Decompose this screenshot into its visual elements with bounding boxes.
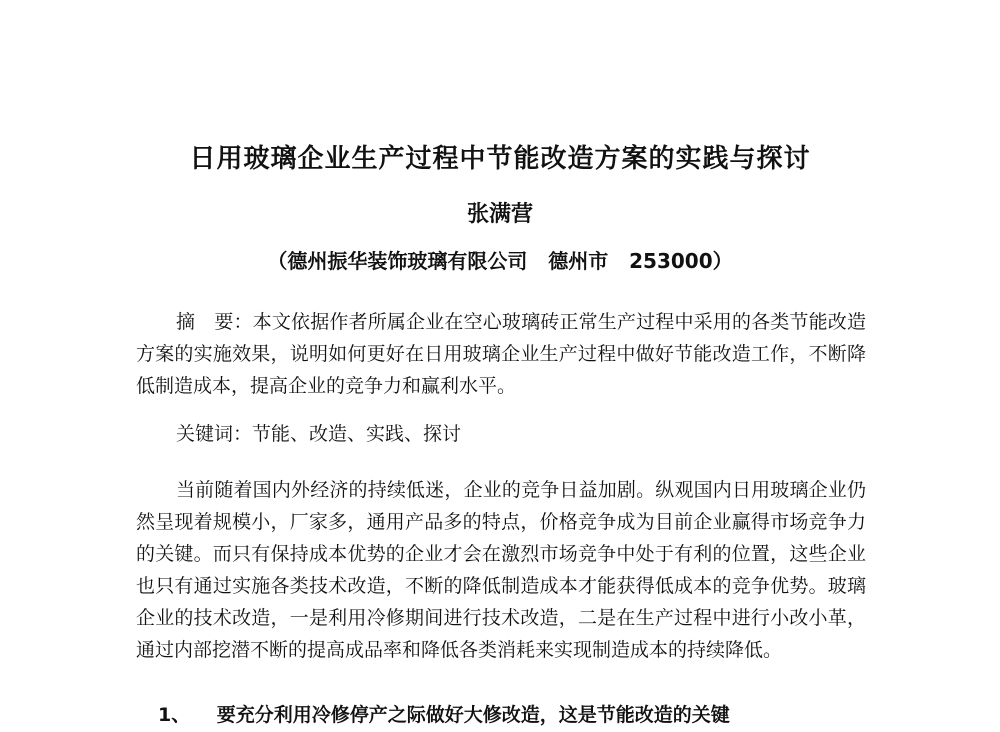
keywords-line (176, 418, 866, 450)
section-heading-text: 要充分利用冷修停产之际做好大修改造，这是节能改造的关键 (216, 704, 730, 726)
section-number: 1、 (158, 704, 191, 726)
author-name: 张满营 (466, 202, 533, 227)
paper-title: 日用玻璃企业生产过程中节能改造方案的实践与探讨 (189, 144, 811, 174)
abstract-text: 本文依据作者所属企业在空心玻璃砖正常生产过程中采用的各类节能改造方案的实施效果，说明如何更好在日用玻璃企业生产过程中做好节能改造工作，不断降低制造成本，提高企业的竞争力和赢利水平。 (136, 311, 866, 397)
section-heading (158, 700, 730, 727)
abstract-paragraph (136, 306, 866, 402)
intro-paragraph: 当前随着国内外经济的持续低迷，企业的竞争日益加剧。纵观国内日用玻璃企业仍然呈现着规模小，厂家多，通用产品多的特点，价格竞争成为目前企业赢得市场竞争力的关键。而只有保持成本优势的企业才会在激烈市场竞争中处于有利的位置，这些企业也只有通过实施各类技术改造，不断的降低制造成本才能获得低成本的竞争优势。玻璃企业的技术改造，一是利用冷修期间进行技术改造，二是在生产过程中进行小改小革，通过内部挖潜不断的提高成品率和降低各类消耗来实现制造成本的持续降低。 (136, 479, 866, 661)
author-affiliation: （德州振华装饰玻璃有限公司 德州市 253000） (267, 249, 733, 273)
keywords-text: 节能、改造、实践、探讨 (252, 423, 462, 445)
keywords-label: 关键词： (176, 423, 253, 445)
abstract-label: 摘 要： (176, 311, 253, 333)
